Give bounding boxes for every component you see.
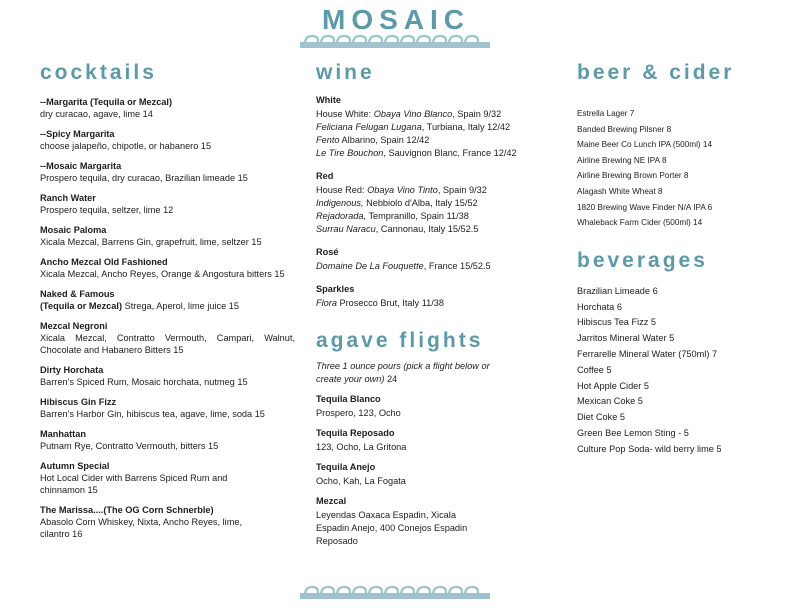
cocktail-item [40,288,295,312]
agave-intro [316,360,516,386]
agave-group-desc: Ocho, Kah, La Fogata [316,476,406,486]
cocktail-desc: Abasolo Corn Whiskey, Nixta, Ancho Reyes, lime, cilantro 16 [40,517,243,539]
cocktail-item [40,160,295,184]
cocktail-desc: Xicala Mezcal, Barrens Gin, grapefruit, lime, seltzer 15 [40,237,262,247]
beverage-item: Diet Coke 5 [577,412,626,423]
cocktail-desc: Xicala Mezcal, Contratto Vermouth, Campari, Walnut, Chocolate and Habanero Bitters 15 [40,333,295,355]
wine-line: Flora Prosecco Brut, Italy 11/38 [316,298,445,308]
beer-heading: beer & cider [577,61,735,84]
wine-section-label: White [316,95,342,105]
cocktail-item [40,256,295,280]
agave-group-label: Tequila Reposado [316,428,395,438]
cocktail-desc: Hot Local Cider with Barrens Spiced Rum and chinnamon 15 [40,473,228,495]
wine-line: Feliciana Felugan Lugana, Turbiana, Italy 12/42 [316,122,511,132]
wine-line: Indigenous, Nebbiolo d'Alba, Italy 15/52 [316,198,478,208]
wine-line: Surrau Naracu, Cannonau, Italy 15/52.5 [316,224,479,234]
agave-group-desc: Leyendas Oaxaca Espadin, Xicala Espadin Anejo, 400 Conejos Espadin Reposado [316,510,468,546]
wine-line: House Red: Obaya Vino Tinto, Spain 9/32 [316,185,487,195]
cocktail-desc: Putnam Rye, Contratto Vermouth, bitters 15 [40,441,219,451]
cocktail-desc [40,300,295,312]
cocktail-item [40,128,295,152]
cocktail-desc: dry curacao, agave, lime 14 [40,109,153,119]
cocktail-name: Ancho Mezcal Old Fashioned [40,257,168,267]
beer-item: 1820 Brewing Wave Finder N/A IPA 6 [577,202,713,212]
beverage-item: Ferrarelle Mineral Water (750ml) 7 [577,348,718,359]
agave-group-label: Mezcal [316,496,347,506]
cocktail-desc-text: Strega, Aperol, lime juice 15 [124,301,239,311]
beverages-list [577,284,777,458]
beverage-item: Jarritos Mineral Water 5 [577,333,675,344]
beer-item: Whaleback Farm Cider (500ml) 14 [577,218,703,228]
beverage-item: Hot Apple Cider 5 [577,380,650,391]
cocktail-desc: Prospero tequila, dry curacao, Brazilian limeade 15 [40,173,248,183]
beer-item: Alagash White Wheat 8 [577,186,663,196]
cocktail-name: --Mosaic Margarita [40,161,122,171]
wave-ornament-top [300,32,490,48]
agave-price: 24 [384,374,398,384]
cocktail-item [40,364,295,388]
cocktail-name: Naked & Famous [40,289,115,299]
cocktails-heading: cocktails [40,61,157,84]
wine-section-sparkles [316,283,556,310]
cocktail-item [40,428,295,452]
agave-group-desc: Prospero, 123, Ocho [316,408,401,418]
wine-line: Le Tire Bouchon, Sauvignon Blanc, France 12/42 [316,148,517,158]
cocktail-name: Mezcal Negroni [40,321,108,331]
wine-line: Fento Albarino, Spain 12/42 [316,135,430,145]
wine-section-red [316,170,556,236]
beverage-item: Horchata 6 [577,301,622,312]
cocktail-name: Mosaic Paloma [40,225,107,235]
wine-heading: wine [316,61,375,84]
cocktail-name: --Margarita (Tequila or Mezcal) [40,97,173,107]
agave-intro-text: Three 1 ounce pours (pick a flight below or create your own) [316,361,490,384]
beverages-heading: beverages [577,248,708,272]
beer-column [577,60,777,458]
cocktail-name: --Spicy Margarita [40,129,115,139]
wine-section-rose [316,246,556,273]
wine-line: House White: Obaya Vino Blanco, Spain 9/32 [316,109,502,119]
cocktail-item [40,320,295,356]
cocktail-desc: Prospero tequila, seltzer, lime 12 [40,205,174,215]
cocktail-item [40,96,295,120]
cocktail-item [40,224,295,248]
beer-item: Banded Brewing Pilsner 8 [577,124,672,134]
agave-group [316,393,556,420]
beverage-item: Mexican Coke 5 [577,396,643,407]
wine-section-label: Red [316,171,334,181]
agave-heading: agave flights [316,329,484,352]
beer-item: Maine Beer Co Lunch IPA (500ml) 14 [577,140,713,150]
beverage-item: Coffee 5 [577,364,612,375]
wave-ornament-bottom [300,583,490,599]
cocktail-name: Dirty Horchata [40,365,104,375]
cocktail-spirit-choice: (Tequila or Mezcal) [40,301,123,311]
cocktail-item [40,192,295,216]
wine-line: Rejadorada, Tempranillo, Spain 11/38 [316,211,469,221]
cocktail-desc: choose jalapeño, chipotle, or habanero 15 [40,141,212,151]
cocktail-desc: Barren's Spiced Rum, Mosaic horchata, nutmeg 15 [40,377,248,387]
cocktails-column [40,60,295,540]
cocktail-desc: Barren's Harbor Gin, hibiscus tea, agave, lime, soda 15 [40,409,265,419]
cocktail-item [40,396,295,420]
agave-group-desc: 123, Ocho, La Gritona [316,442,407,452]
cocktail-item [40,460,295,496]
beverage-item: Green Bee Lemon Sting - 5 [577,427,689,438]
agave-group [316,427,556,454]
cocktail-name: Autumn Special [40,461,110,471]
cocktail-name: Hibiscus Gin Fizz [40,397,117,407]
beverage-item: Brazilian Limeade 6 [577,285,658,296]
beverage-item: Culture Pop Soda- wild berry lime 5 [577,443,722,454]
cocktail-name: Manhattan [40,429,86,439]
cocktail-desc: Xicala Mezcal, Ancho Reyes, Orange & Angostura bitters 15 [40,269,285,279]
beer-item: Airline Brewing Brown Porter 8 [577,171,689,181]
agave-group [316,495,491,548]
agave-group-label: Tequila Anejo [316,462,376,472]
wine-section-label: Sparkles [316,284,355,294]
agave-group-label: Tequila Blanco [316,394,381,404]
beer-list [577,106,777,231]
beer-item: Estrella Lager 7 [577,109,635,118]
cocktail-name: The Marissa....(The OG Corn Schnerble) [40,505,214,515]
wine-section-white [316,94,556,160]
wine-line: Domaine De La Fouquette, France 15/52.5 [316,261,491,271]
agave-group [316,461,556,488]
menu-title: MOSAIC [322,4,470,35]
wine-section-label: Rosé [316,247,339,257]
cocktail-item [40,504,295,540]
cocktail-name: Ranch Water [40,193,96,203]
beverage-item: Hibiscus Tea Fizz 5 [577,317,656,328]
beer-item: Airline Brewing NE IPA 8 [577,155,667,165]
wine-column [316,60,556,548]
